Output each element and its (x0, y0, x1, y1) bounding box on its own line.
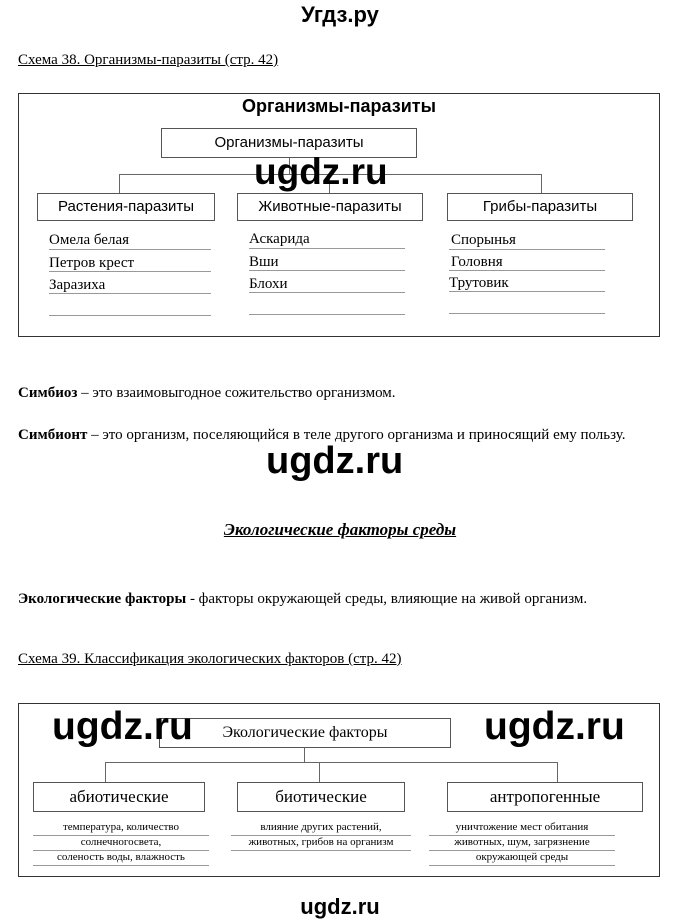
list-item: Вши (249, 254, 279, 270)
connector (557, 762, 558, 782)
answer-line (449, 313, 605, 314)
branch-box-plants (37, 193, 215, 221)
list-item: Головня (451, 254, 503, 270)
branch-label: биотические (275, 787, 367, 806)
factor-example-line: влияние других растений, (260, 821, 382, 833)
connector (119, 174, 120, 193)
answer-line (449, 291, 605, 292)
answer-line (249, 292, 405, 293)
term: Симбионт (18, 427, 88, 443)
footer-watermark: ugdz.ru (300, 894, 380, 919)
root-label: Организмы-паразиты (214, 134, 364, 151)
answer-line (249, 270, 405, 271)
answer-line (429, 865, 615, 866)
scheme-38-frame (18, 93, 660, 337)
watermark: ugdz.ru (266, 440, 404, 482)
connector (105, 762, 557, 763)
watermark: ugdz.ru (52, 705, 193, 748)
answer-line (249, 314, 405, 315)
answer-line (249, 248, 405, 249)
watermark: ugdz.ru (484, 705, 625, 748)
list-item: Омела белая (49, 232, 130, 248)
factor-example-line: солнечногосвета, (80, 836, 162, 848)
section-title: Экологические факторы среды (223, 520, 457, 539)
connector (541, 174, 542, 193)
answer-line (33, 865, 209, 866)
branch-label: антропогенные (489, 787, 601, 806)
list-item: Блохи (249, 276, 288, 292)
branch-box-biotic (237, 782, 405, 812)
factor-example-line: уничтожение мест обитания (455, 821, 589, 833)
definition-text: - факторы окружающей среды, влияющие на живой организм. (186, 591, 588, 607)
list-item: Спорынья (451, 232, 516, 248)
scheme-39-caption: Схема 39. Классификация экологических факторов (стр. 42) (18, 651, 402, 667)
branch-box-abiotic (33, 782, 205, 812)
connector (304, 748, 305, 762)
answer-line (49, 249, 211, 250)
answer-line (49, 315, 211, 316)
definition-text: – это взаимовыгодное сожительство организмом. (77, 385, 396, 401)
eco-factors-definition (18, 588, 658, 610)
term: Симбиоз (18, 385, 78, 401)
list-item: Петров крест (49, 255, 135, 271)
connector (105, 762, 106, 782)
branch-label: абиотические (69, 787, 169, 806)
list-item: Заразиха (49, 277, 106, 293)
factor-example-line: окружающей среды (475, 851, 569, 863)
site-title: Угдз.ру (301, 2, 379, 27)
root-box (159, 718, 451, 748)
branch-label: Животные-паразиты (258, 198, 402, 215)
answer-line (49, 293, 211, 294)
branch-label: Грибы-паразиты (482, 198, 598, 215)
answer-line (449, 270, 605, 271)
answer-line (449, 249, 605, 250)
branch-box-animals (237, 193, 423, 221)
factor-example-line: температура, количество (62, 821, 180, 833)
branch-box-anthropogenic (447, 782, 643, 812)
branch-box-fungi (447, 193, 633, 221)
definition-text: – это организм, поселяющийся в теле другого организма и приносящий ему пользу. (87, 427, 626, 443)
watermark: ugdz.ru (254, 151, 388, 192)
factor-example-line: животных, шум, загрязнение (454, 836, 590, 848)
answer-line (49, 271, 211, 272)
scheme-38-caption: Схема 38. Организмы-паразиты (стр. 42) (18, 52, 279, 68)
root-label: Экологические факторы (222, 724, 388, 741)
list-item: Аскарида (249, 231, 310, 247)
answer-line (231, 850, 411, 851)
factor-example-line: соленость воды, влажность (57, 851, 185, 863)
branch-label: Растения-паразиты (57, 198, 195, 215)
connector (319, 762, 320, 782)
list-item: Трутовик (449, 275, 509, 291)
term: Экологические факторы (18, 591, 187, 607)
symbiosis-definition (18, 382, 658, 404)
factor-example-line: животных, грибов на организм (248, 836, 394, 848)
scheme-38-heading: Организмы-паразиты (242, 96, 436, 116)
